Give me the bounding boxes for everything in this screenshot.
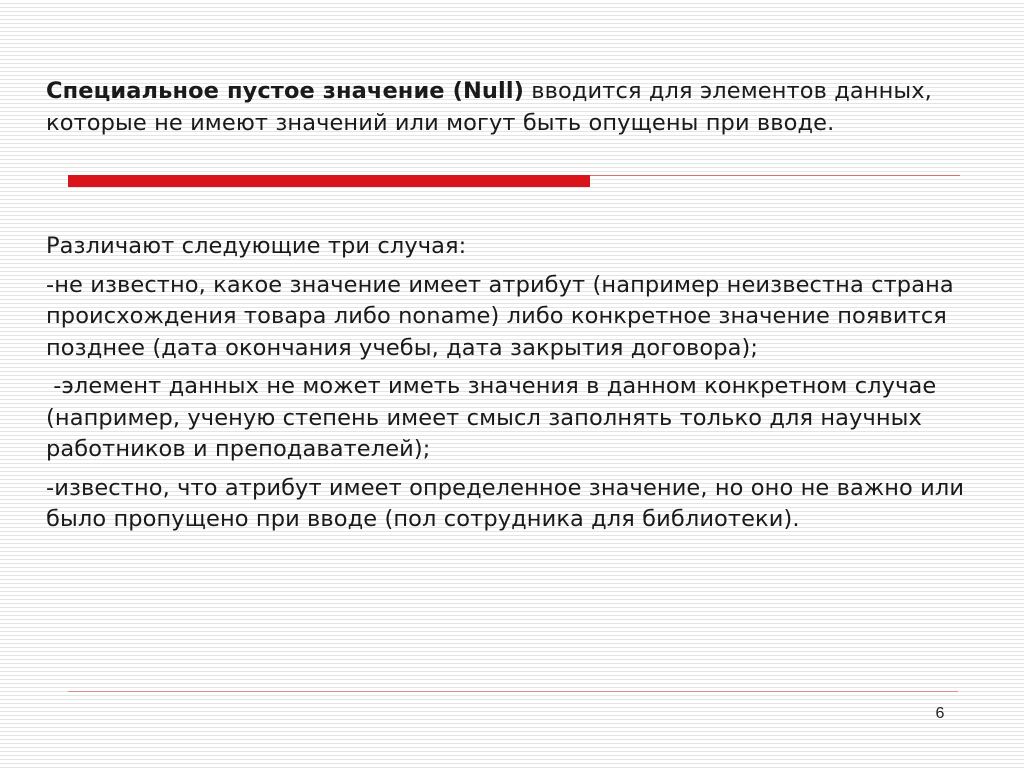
- paragraph-case-3: -известно, что атрибут имеет определенное значение, но оно не важно или было пропущено при вводе (пол сотрудника для библиотеки).: [46, 474, 965, 532]
- paragraph-intro: Различают следующие три случая:: [46, 233, 467, 259]
- paragraph-case-2: -элемент данных не может иметь значения в данном конкретном случае (например, ученую степень имеет смысл заполнять только для научных работников и преподавателей);: [46, 373, 944, 462]
- paragraph-case-1: -не известно, какое значение имеет атрибут (например неизвестна страна происхождения товара либо noname) либо конкретное значение появится позднее (дата окончания учебы, дата закрытия договора);: [46, 271, 954, 361]
- accent-bar: [68, 175, 590, 187]
- accent-line: [590, 175, 960, 176]
- page-number: 6: [935, 705, 945, 722]
- heading-text: вводится для элементов данных, которые не имеют значений или могут быть опущены при вводе.: [46, 78, 932, 136]
- heading-bold-term: Специальное пустое значение (Null): [46, 78, 525, 104]
- footer-divider: [68, 691, 958, 692]
- slide-heading: [46, 76, 986, 139]
- body-text: [46, 231, 996, 543]
